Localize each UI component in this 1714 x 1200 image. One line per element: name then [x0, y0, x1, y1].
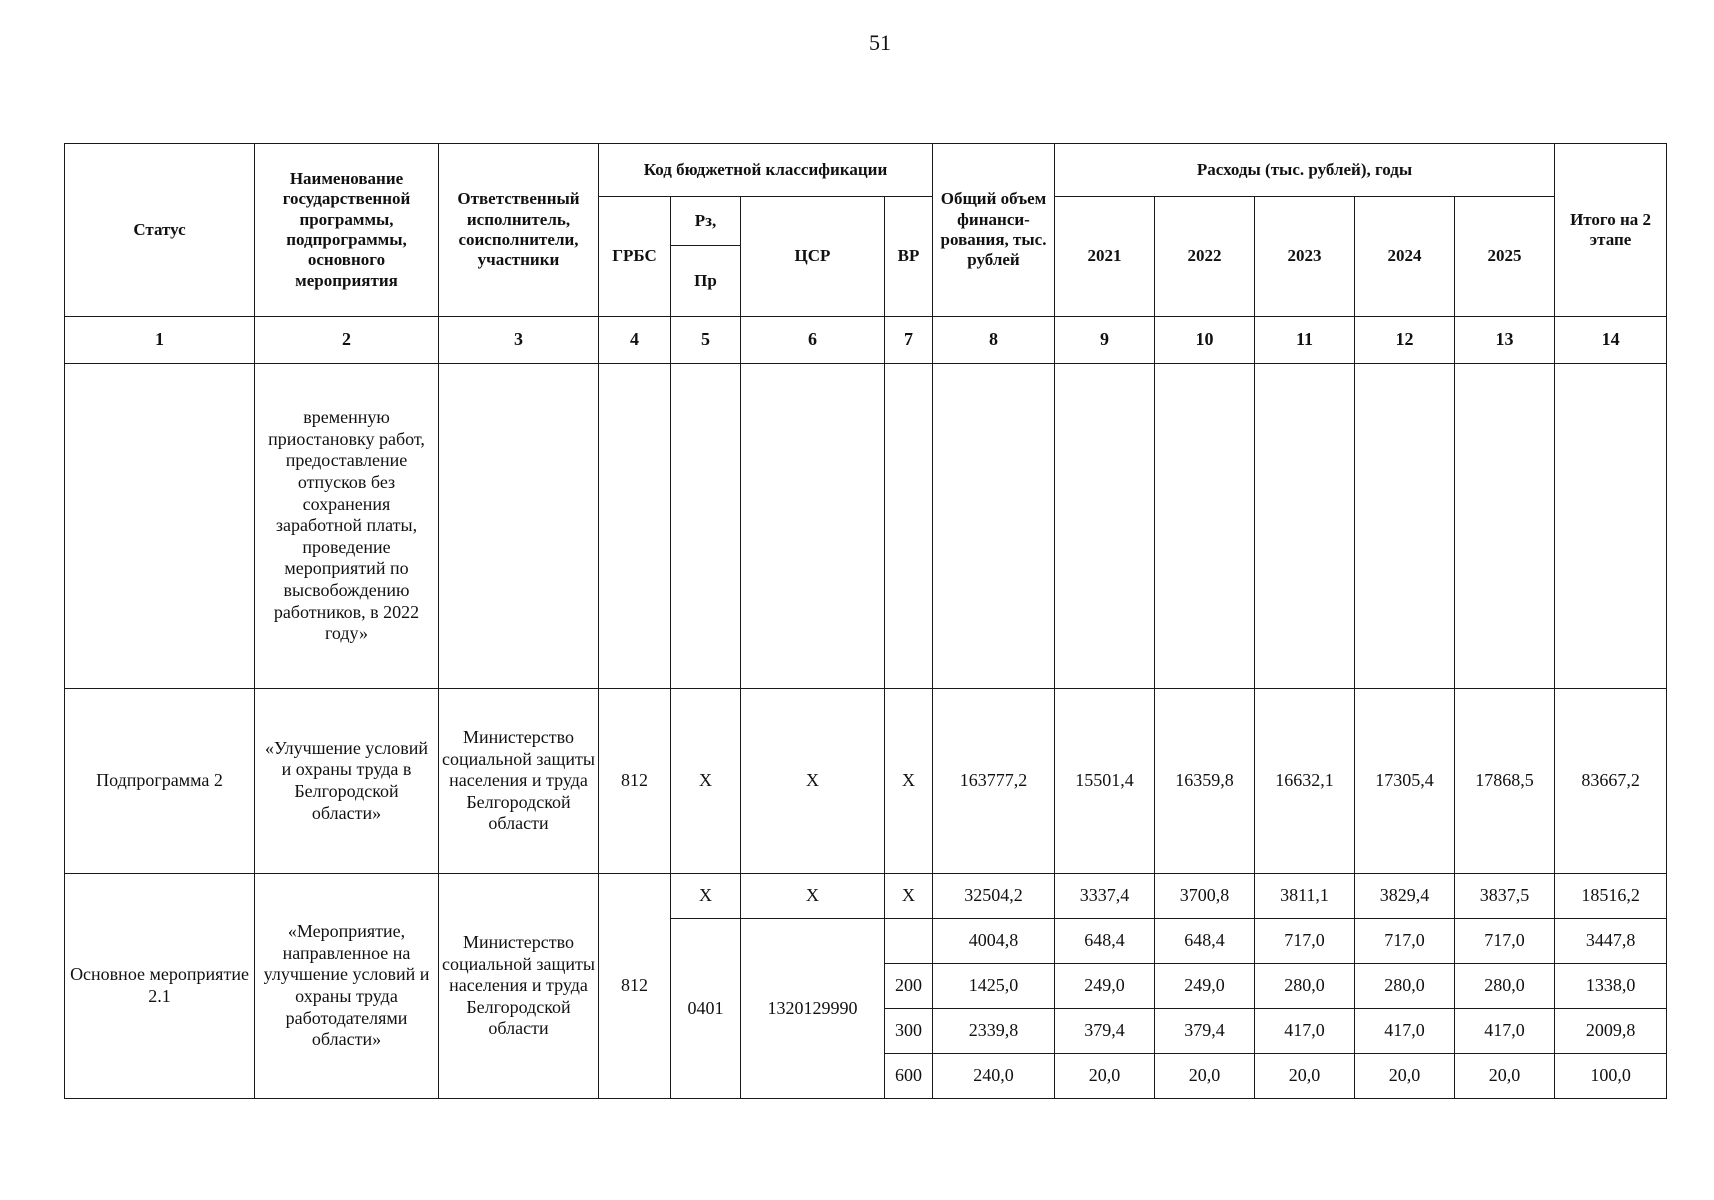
- column-number: 5: [671, 317, 741, 364]
- subprogram-itogo: 83667,2: [1555, 689, 1667, 874]
- measure-2021: 648,4: [1055, 919, 1155, 964]
- measure-2024: 280,0: [1355, 964, 1455, 1009]
- column-number: 7: [885, 317, 933, 364]
- measure-executor: Министерство социальной защиты населения и труда Белгородской области: [439, 874, 599, 1099]
- column-number: 9: [1055, 317, 1155, 364]
- column-number: 14: [1555, 317, 1667, 364]
- column-number: 2: [255, 317, 439, 364]
- measure-2021: 20,0: [1055, 1054, 1155, 1099]
- measure-2023: 717,0: [1255, 919, 1355, 964]
- measure-itogo: 3447,8: [1555, 919, 1667, 964]
- measure-total: 1425,0: [933, 964, 1055, 1009]
- continuation-name: временную приостановку работ, предоставление отпусков без сохранения заработной платы, проведение мероприятий по высвобождению работников, в 2022 году»: [255, 364, 439, 689]
- measure-2025: 280,0: [1455, 964, 1555, 1009]
- header-rz: Рз,: [671, 197, 741, 246]
- header-row: [65, 144, 1667, 197]
- measure-name: «Мероприятие, направленное на улучшение условий и охраны труда работодателями области»: [255, 874, 439, 1099]
- header-pr: Пр: [671, 246, 741, 317]
- measure-itogo: 2009,8: [1555, 1009, 1667, 1054]
- measure-vr: 300: [885, 1009, 933, 1054]
- header-budget-code: Код бюджетной классификации: [599, 144, 933, 197]
- measure-total: 2339,8: [933, 1009, 1055, 1054]
- header-year: 2022: [1155, 197, 1255, 317]
- subprogram-name: «Улучшение условий и охраны труда в Белгородской области»: [255, 689, 439, 874]
- column-number: 8: [933, 317, 1055, 364]
- subprogram-total: 163777,2: [933, 689, 1055, 874]
- measure-2023: 417,0: [1255, 1009, 1355, 1054]
- measure-2023: 20,0: [1255, 1054, 1355, 1099]
- measure-2024: 3829,4: [1355, 874, 1455, 919]
- measure-2021: 249,0: [1055, 964, 1155, 1009]
- measure-2022: 20,0: [1155, 1054, 1255, 1099]
- header-status: Статус: [65, 144, 255, 317]
- column-number: 3: [439, 317, 599, 364]
- measure-rzpr: Х: [671, 874, 741, 919]
- column-number: 6: [741, 317, 885, 364]
- header-year: 2021: [1055, 197, 1155, 317]
- measure-2021: 3337,4: [1055, 874, 1155, 919]
- subprogram-rzpr: Х: [671, 689, 741, 874]
- measure-csr: 1320129990: [741, 919, 885, 1099]
- column-number: 4: [599, 317, 671, 364]
- subprogram-vr: Х: [885, 689, 933, 874]
- header-year: 2023: [1255, 197, 1355, 317]
- measure-vr: [885, 919, 933, 964]
- subprogram-2022: 16359,8: [1155, 689, 1255, 874]
- column-number: 11: [1255, 317, 1355, 364]
- subprogram-executor: Министерство социальной защиты населения и труда Белгородской области: [439, 689, 599, 874]
- measure-2024: 417,0: [1355, 1009, 1455, 1054]
- measure-total: 32504,2: [933, 874, 1055, 919]
- measure-total: 240,0: [933, 1054, 1055, 1099]
- column-number: 12: [1355, 317, 1455, 364]
- table-row-continuation: [65, 364, 1667, 689]
- measure-grbs: 812: [599, 874, 671, 1099]
- measure-2022: 379,4: [1155, 1009, 1255, 1054]
- column-number-row: [65, 317, 1667, 364]
- header-name: Наименование государственной программы, подпрограммы, основного мероприятия: [255, 144, 439, 317]
- measure-2025: 417,0: [1455, 1009, 1555, 1054]
- measure-rzpr: 0401: [671, 919, 741, 1099]
- table-row-subprogram: [65, 689, 1667, 874]
- measure-itogo: 18516,2: [1555, 874, 1667, 919]
- measure-status: Основное мероприятие 2.1: [65, 874, 255, 1099]
- measure-2022: 3700,8: [1155, 874, 1255, 919]
- page-number: 51: [869, 30, 891, 55]
- subprogram-2021: 15501,4: [1055, 689, 1155, 874]
- header-grbs: ГРБС: [599, 197, 671, 317]
- header-csr: ЦСР: [741, 197, 885, 317]
- column-number: 13: [1455, 317, 1555, 364]
- subprogram-2025: 17868,5: [1455, 689, 1555, 874]
- measure-2024: 20,0: [1355, 1054, 1455, 1099]
- measure-2025: 20,0: [1455, 1054, 1555, 1099]
- header-vr: ВР: [885, 197, 933, 317]
- measure-itogo: 100,0: [1555, 1054, 1667, 1099]
- measure-2022: 249,0: [1155, 964, 1255, 1009]
- subprogram-status: Подпрограмма 2: [65, 689, 255, 874]
- subprogram-2024: 17305,4: [1355, 689, 1455, 874]
- column-number: 1: [65, 317, 255, 364]
- measure-vr: 200: [885, 964, 933, 1009]
- subprogram-grbs: 812: [599, 689, 671, 874]
- measure-2025: 3837,5: [1455, 874, 1555, 919]
- measure-vr: 600: [885, 1054, 933, 1099]
- header-expenses: Расходы (тыс. рублей), годы: [1055, 144, 1555, 197]
- header-year: 2025: [1455, 197, 1555, 317]
- measure-itogo: 1338,0: [1555, 964, 1667, 1009]
- measure-vr: Х: [885, 874, 933, 919]
- measure-2023: 3811,1: [1255, 874, 1355, 919]
- subprogram-csr: Х: [741, 689, 885, 874]
- header-total: Общий объем финанси-рования, тыс. рублей: [933, 144, 1055, 317]
- measure-2024: 717,0: [1355, 919, 1455, 964]
- measure-total: 4004,8: [933, 919, 1055, 964]
- header-executor: Ответственный исполнитель, соисполнители, участники: [439, 144, 599, 317]
- measure-csr: Х: [741, 874, 885, 919]
- header-itogo: Итого на 2 этапе: [1555, 144, 1667, 317]
- header-year: 2024: [1355, 197, 1455, 317]
- measure-2023: 280,0: [1255, 964, 1355, 1009]
- column-number: 10: [1155, 317, 1255, 364]
- budget-table: [64, 143, 1667, 1099]
- measure-2022: 648,4: [1155, 919, 1255, 964]
- table-row-measure: [65, 874, 1667, 919]
- measure-2025: 717,0: [1455, 919, 1555, 964]
- subprogram-2023: 16632,1: [1255, 689, 1355, 874]
- measure-2021: 379,4: [1055, 1009, 1155, 1054]
